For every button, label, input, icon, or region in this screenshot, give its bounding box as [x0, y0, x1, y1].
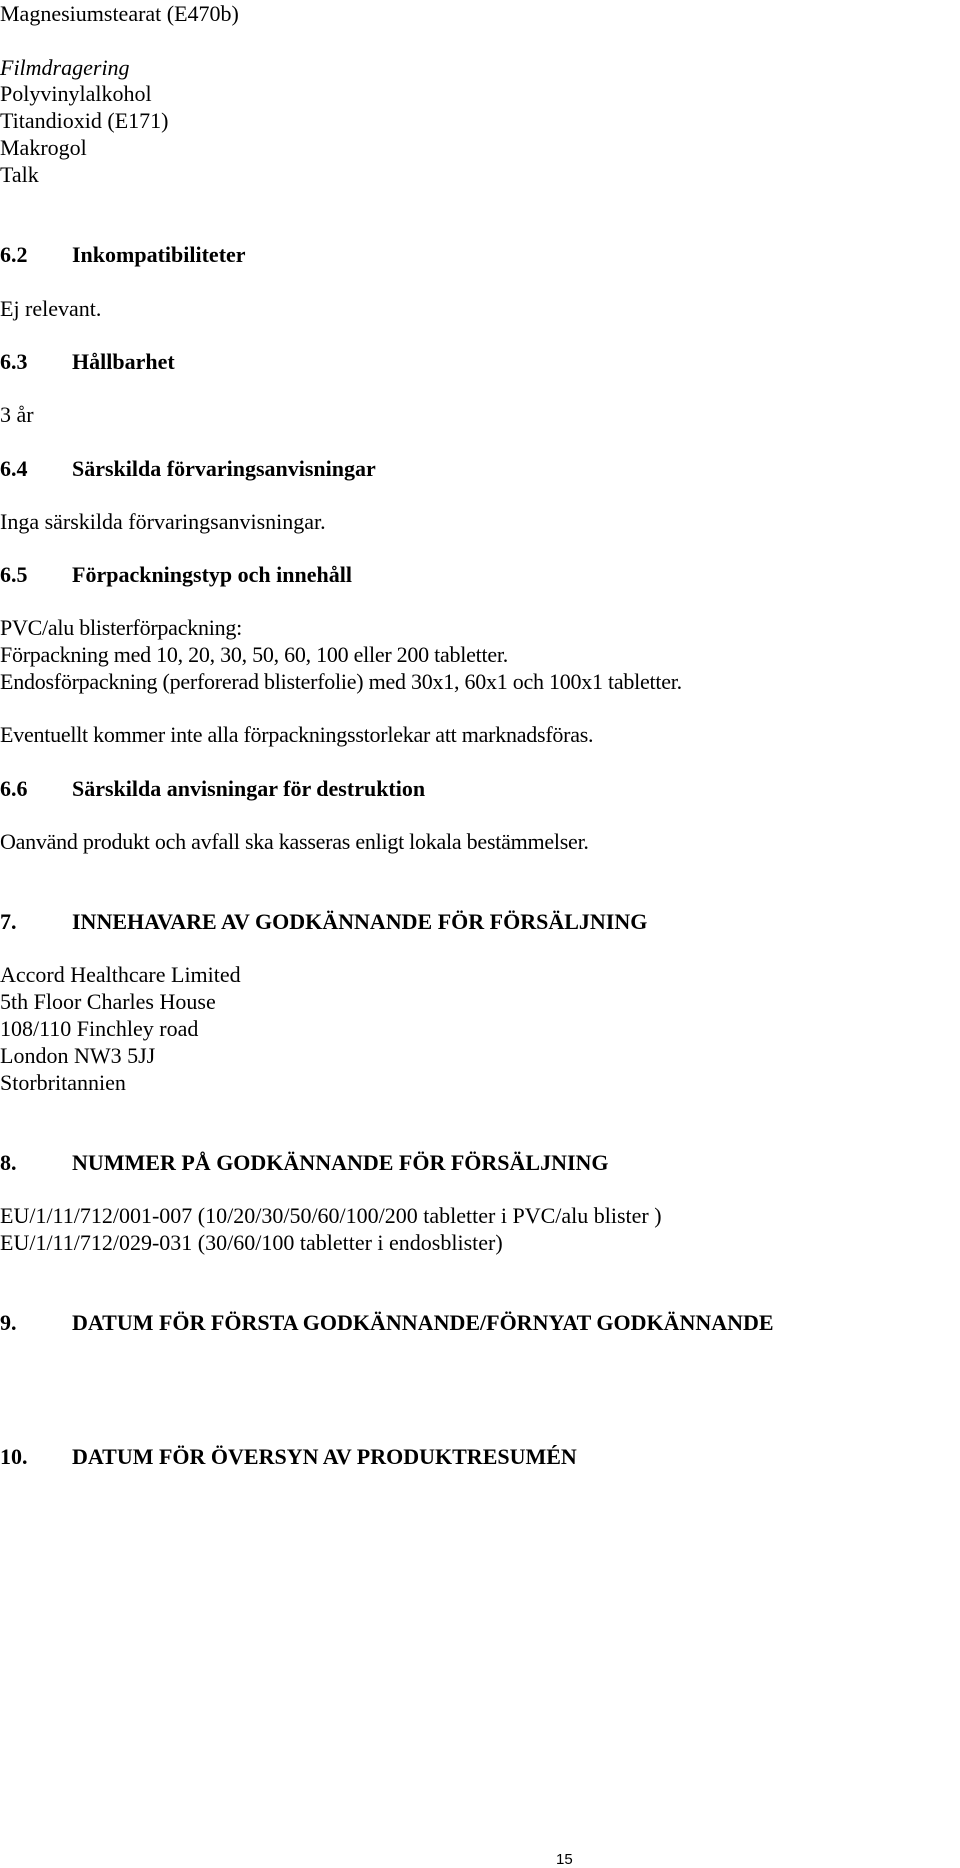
- section-number: 6.4: [0, 456, 28, 481]
- section-6-3-text: 3 år: [0, 402, 34, 427]
- section-number: 10.: [0, 1444, 28, 1469]
- film-coating-heading: Filmdragering: [0, 55, 130, 80]
- section-6-6-heading: [0, 778, 425, 800]
- section-6-5-note: Eventuellt kommer inte alla förpackningsstorlekar att marknadsföras.: [0, 722, 594, 747]
- section-number: 6.3: [0, 349, 28, 374]
- section-6-5-line: Förpackning med 10, 20, 30, 50, 60, 100 eller 200 tabletter.: [0, 642, 509, 667]
- section-title: NUMMER PÅ GODKÄNNANDE FÖR FÖRSÄLJNING: [72, 1150, 609, 1175]
- section-9-heading: [0, 1312, 774, 1334]
- excipient-item: Talk: [0, 162, 39, 187]
- section-title: DATUM FÖR ÖVERSYN AV PRODUKTRESUMÉN: [72, 1444, 577, 1469]
- excipient-magnesium-stearate: Magnesiumstearat (E470b): [0, 1, 239, 26]
- section-6-2-heading: [0, 244, 246, 266]
- section-number: 7.: [0, 909, 17, 934]
- excipient-item: Titandioxid (E171): [0, 108, 169, 133]
- section-number: 6.6: [0, 776, 28, 801]
- authorisation-number: EU/1/11/712/001-007 (10/20/30/50/60/100/200 tabletter i PVC/alu blister ): [0, 1203, 662, 1228]
- section-title: Särskilda förvaringsanvisningar: [72, 456, 376, 481]
- section-number: 6.2: [0, 242, 28, 267]
- section-8-heading: [0, 1152, 609, 1174]
- section-6-5-line: Endosförpackning (perforerad blisterfolie) med 30x1, 60x1 och 100x1 tabletter.: [0, 669, 682, 694]
- section-6-6-text: Oanvänd produkt och avfall ska kasseras enligt lokala bestämmelser.: [0, 829, 589, 854]
- section-number: 6.5: [0, 562, 28, 587]
- section-title: INNEHAVARE AV GODKÄNNANDE FÖR FÖRSÄLJNING: [72, 909, 648, 934]
- section-7-heading: [0, 911, 647, 933]
- section-6-3-heading: [0, 351, 175, 373]
- authorisation-number: EU/1/11/712/029-031 (30/60/100 tabletter i endosblister): [0, 1230, 503, 1255]
- section-6-5-line: PVC/alu blisterförpackning:: [0, 615, 242, 640]
- address-line: Storbritannien: [0, 1070, 126, 1095]
- section-6-4-heading: [0, 458, 376, 480]
- excipient-item: Makrogol: [0, 135, 87, 160]
- address-line: 108/110 Finchley road: [0, 1016, 199, 1041]
- section-number: 9.: [0, 1310, 17, 1335]
- address-line: Accord Healthcare Limited: [0, 962, 241, 987]
- section-number: 8.: [0, 1150, 17, 1175]
- address-line: London NW3 5JJ: [0, 1043, 156, 1068]
- address-line: 5th Floor Charles House: [0, 989, 216, 1014]
- section-title: Särskilda anvisningar för destruktion: [72, 776, 426, 801]
- section-title: Hållbarhet: [72, 349, 175, 374]
- page-number: 15: [556, 1851, 573, 1868]
- section-title: Inkompatibiliteter: [72, 242, 246, 267]
- section-title: DATUM FÖR FÖRSTA GODKÄNNANDE/FÖRNYAT GODKÄNNANDE: [72, 1310, 774, 1335]
- section-6-2-text: Ej relevant.: [0, 296, 102, 321]
- section-6-4-text: Inga särskilda förvaringsanvisningar.: [0, 509, 326, 534]
- section-10-heading: [0, 1446, 577, 1468]
- section-title: Förpackningstyp och innehåll: [72, 562, 352, 587]
- excipient-item: Polyvinylalkohol: [0, 81, 152, 106]
- section-6-5-heading: [0, 564, 352, 586]
